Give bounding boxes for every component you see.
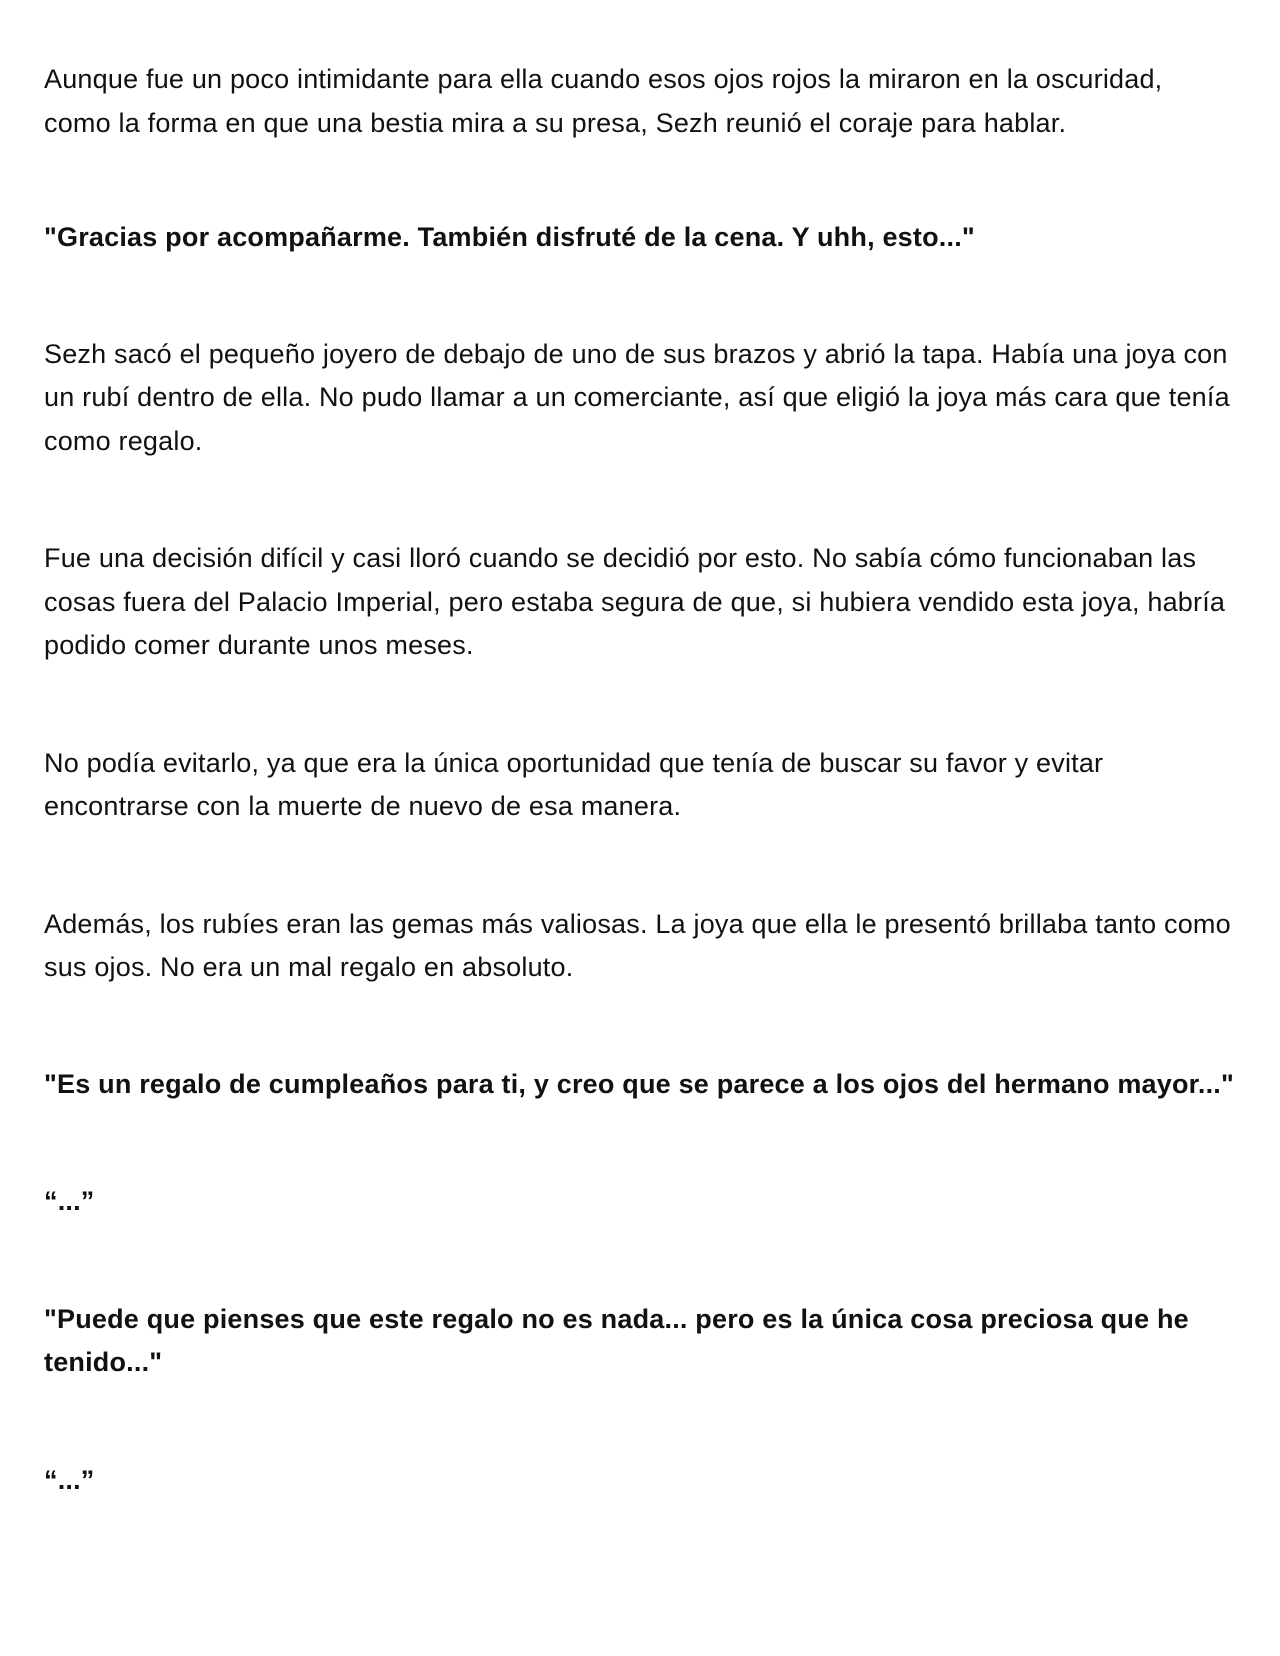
dialogue-silence-1: “...” [44, 1186, 95, 1216]
dialogue-birthday-gift: "Es un regalo de cumpleaños para ti, y creo que se parece a los ojos del hermano mayor..." [44, 1068, 1235, 1099]
paragraph-jewel-box: Sezh sacó el pequeño joyero de debajo de uno de sus brazos y abrió la tapa. Había una joya con un rubí dentro de ella. No pudo llamar a un comerciante, así que eligió la joya más cara que tenía como regalo. [44, 338, 1230, 456]
document-page [44, 58, 1234, 1502]
paragraph-intro: Aunque fue un poco intimidante para ella cuando esos ojos rojos la miraron en la oscuridad, como la forma en que una bestia mira a su presa, Sezh reunió el coraje para hablar. [44, 64, 1163, 138]
dialogue-silence-2: “...” [44, 1464, 95, 1495]
dialogue-thanks: "Gracias por acompañarme. También disfruté de la cena. Y uhh, esto..." [44, 222, 975, 252]
paragraph-decision: Fue una decisión difícil y casi lloró cuando se decidió por esto. No sabía cómo funcionaban las cosas fuera del Palacio Imperial, pero estaba segura de que, si hubiera vendido esta joya, habría podido comer durante unos meses. [44, 543, 1226, 660]
paragraph-opportunity: No podía evitarlo, ya que era la única oportunidad que tenía de buscar su favor y evitar encontrarse con la muerte de nuevo de esa manera. [44, 747, 1104, 821]
paragraph-rubies: Además, los rubíes eran las gemas más valiosas. La joya que ella le presentó brillaba tanto como sus ojos. No era un mal regalo en absoluto. [44, 908, 1231, 982]
dialogue-precious-thing: "Puede que pienses que este regalo no es nada... pero es la única cosa preciosa que he tenido..." [44, 1303, 1189, 1377]
